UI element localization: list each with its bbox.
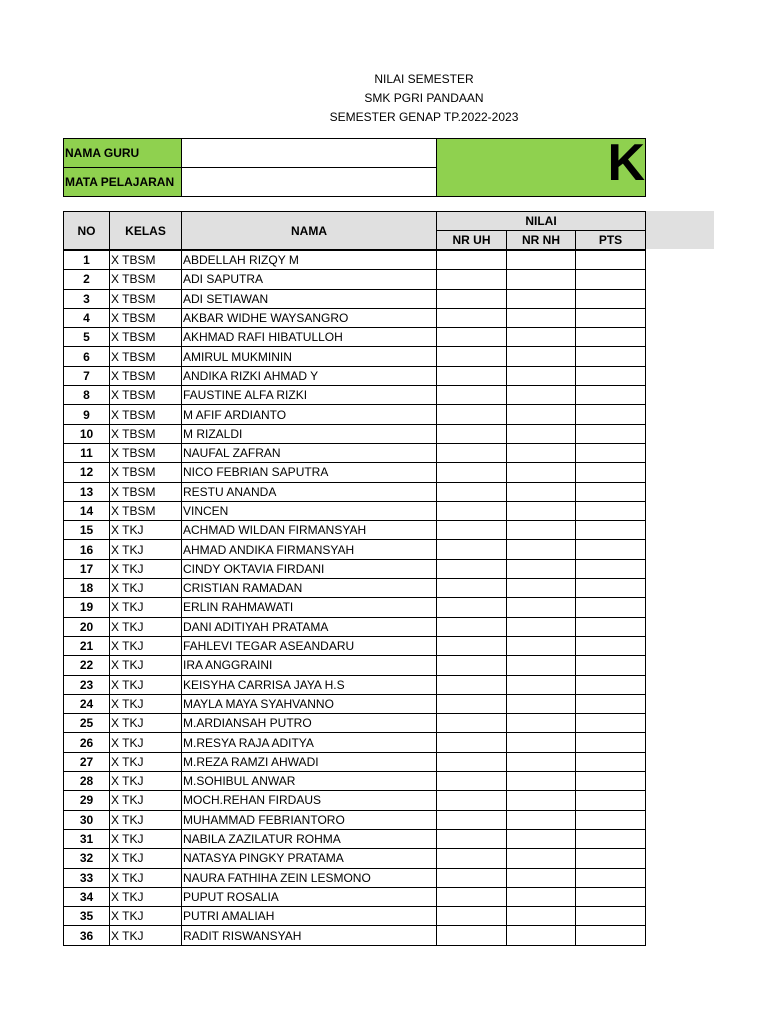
row-kelas: X TKJ (110, 540, 182, 559)
row-nama: M AFIF ARDIANTO (182, 405, 437, 424)
row-kelas: X TBSM (110, 501, 182, 520)
table-row (64, 675, 646, 694)
row-nama: M.ARDIANSAH PUTRO (182, 714, 437, 733)
score-nr-nh-cell[interactable] (507, 656, 576, 675)
row-no: 3 (64, 289, 110, 308)
score-nr-uh-cell[interactable] (437, 617, 507, 636)
table-row (64, 887, 646, 906)
score-pts-cell[interactable] (576, 733, 646, 752)
table-row (64, 521, 646, 540)
score-nr-uh-cell[interactable] (437, 405, 507, 424)
score-pts-cell[interactable] (576, 887, 646, 906)
score-nr-nh-cell[interactable] (507, 907, 576, 926)
score-nr-nh-cell[interactable] (507, 849, 576, 868)
row-no: 31 (64, 829, 110, 848)
col-header-no: NO (64, 212, 110, 251)
table-row (64, 347, 646, 366)
score-nr-nh-cell[interactable] (507, 328, 576, 347)
row-no: 4 (64, 308, 110, 327)
row-nama: NICO FEBRIAN SAPUTRA (182, 463, 437, 482)
table-row (64, 598, 646, 617)
row-nama: DANI ADITIYAH PRATAMA (182, 617, 437, 636)
row-kelas: X TBSM (110, 386, 182, 405)
score-pts-cell[interactable] (576, 675, 646, 694)
row-nama: NATASYA PINGKY PRATAMA (182, 849, 437, 868)
score-nr-nh-cell[interactable] (507, 289, 576, 308)
row-no: 15 (64, 521, 110, 540)
table-row (64, 559, 646, 578)
score-nr-nh-cell[interactable] (507, 675, 576, 694)
row-kelas: X TBSM (110, 289, 182, 308)
row-no: 21 (64, 636, 110, 655)
table-row (64, 772, 646, 791)
row-kelas: X TKJ (110, 772, 182, 791)
table-row (64, 443, 646, 462)
table-row (64, 366, 646, 385)
table-row (64, 733, 646, 752)
row-kelas: X TKJ (110, 752, 182, 771)
score-pts-cell[interactable] (576, 347, 646, 366)
table-row (64, 328, 646, 347)
row-no: 18 (64, 579, 110, 598)
row-no: 17 (64, 559, 110, 578)
row-no: 2 (64, 270, 110, 289)
score-pts-cell[interactable] (576, 907, 646, 926)
row-nama: M RIZALDI (182, 424, 437, 443)
score-pts-cell[interactable] (576, 926, 646, 945)
score-nr-uh-cell[interactable] (437, 386, 507, 405)
row-nama: ACHMAD WILDAN FIRMANSYAH (182, 521, 437, 540)
row-nama: AMIRUL MUKMININ (182, 347, 437, 366)
row-kelas: X TBSM (110, 424, 182, 443)
row-nama: IRA ANGGRAINI (182, 656, 437, 675)
score-nr-uh-cell[interactable] (437, 270, 507, 289)
row-kelas: X TBSM (110, 250, 182, 270)
table-row (64, 308, 646, 327)
score-nr-uh-cell[interactable] (437, 926, 507, 945)
row-nama: RESTU ANANDA (182, 482, 437, 501)
score-nr-uh-cell[interactable] (437, 521, 507, 540)
nama-guru-label: NAMA GURU (64, 139, 182, 168)
score-pts-cell[interactable] (576, 636, 646, 655)
row-kelas: X TKJ (110, 887, 182, 906)
mata-pelajaran-label: MATA PELAJARAN (64, 168, 182, 197)
score-nr-uh-cell[interactable] (437, 907, 507, 926)
table-row (64, 868, 646, 887)
col-header-nilai: NILAI (437, 212, 646, 231)
score-pts-cell[interactable] (576, 289, 646, 308)
score-pts-cell[interactable] (576, 791, 646, 810)
score-nr-nh-cell[interactable] (507, 347, 576, 366)
row-no: 36 (64, 926, 110, 945)
row-no: 6 (64, 347, 110, 366)
score-nr-nh-cell[interactable] (507, 598, 576, 617)
title-line-2: SMK PGRI PANDAAN (364, 91, 484, 105)
score-nr-nh-cell[interactable] (507, 868, 576, 887)
row-nama: FAHLEVI TEGAR ASEANDARU (182, 636, 437, 655)
row-kelas: X TKJ (110, 656, 182, 675)
score-nr-uh-cell[interactable] (437, 328, 507, 347)
score-pts-cell[interactable] (576, 270, 646, 289)
row-nama: AKHMAD RAFI HIBATULLOH (182, 328, 437, 347)
score-nr-nh-cell[interactable] (507, 694, 576, 713)
score-nr-nh-cell[interactable] (507, 772, 576, 791)
score-nr-nh-cell[interactable] (507, 926, 576, 945)
row-nama: M.SOHIBUL ANWAR (182, 772, 437, 791)
row-nama: VINCEN (182, 501, 437, 520)
row-no: 14 (64, 501, 110, 520)
score-nr-nh-cell[interactable] (507, 810, 576, 829)
row-kelas: X TBSM (110, 443, 182, 462)
score-nr-uh-cell[interactable] (437, 501, 507, 520)
row-nama: MAYLA MAYA SYAHVANNO (182, 694, 437, 713)
score-pts-cell[interactable] (576, 849, 646, 868)
row-nama: ADI SAPUTRA (182, 270, 437, 289)
score-nr-uh-cell[interactable] (437, 829, 507, 848)
score-nr-nh-cell[interactable] (507, 521, 576, 540)
score-nr-uh-cell[interactable] (437, 868, 507, 887)
score-pts-cell[interactable] (576, 598, 646, 617)
row-nama: ABDELLAH RIZQY M (182, 250, 437, 270)
document-header (0, 70, 768, 127)
table-row (64, 289, 646, 308)
score-nr-uh-cell[interactable] (437, 598, 507, 617)
score-nr-nh-cell[interactable] (507, 636, 576, 655)
row-kelas: X TBSM (110, 366, 182, 385)
score-pts-cell[interactable] (576, 501, 646, 520)
score-nr-uh-cell[interactable] (437, 636, 507, 655)
row-no: 27 (64, 752, 110, 771)
row-kelas: X TBSM (110, 347, 182, 366)
row-no: 8 (64, 386, 110, 405)
col-header-nr-nh: NR NH (507, 231, 576, 251)
col-header-nama: NAMA (182, 212, 437, 251)
row-kelas: X TKJ (110, 579, 182, 598)
score-nr-nh-cell[interactable] (507, 617, 576, 636)
score-nr-nh-cell[interactable] (507, 752, 576, 771)
row-nama: NAUFAL ZAFRAN (182, 443, 437, 462)
row-kelas: X TKJ (110, 598, 182, 617)
row-nama: AKBAR WIDHE WAYSANGRO (182, 308, 437, 327)
table-row (64, 424, 646, 443)
title-line-1: NILAI SEMESTER (374, 72, 474, 86)
row-kelas: X TKJ (110, 810, 182, 829)
score-nr-uh-cell[interactable] (437, 733, 507, 752)
table-row (64, 907, 646, 926)
table-row (64, 540, 646, 559)
row-no: 26 (64, 733, 110, 752)
table-row (64, 636, 646, 655)
table-row (64, 714, 646, 733)
row-no: 1 (64, 250, 110, 270)
score-nr-nh-cell[interactable] (507, 366, 576, 385)
table-row (64, 463, 646, 482)
score-pts-cell[interactable] (576, 694, 646, 713)
score-nr-nh-cell[interactable] (507, 482, 576, 501)
row-no: 34 (64, 887, 110, 906)
row-no: 24 (64, 694, 110, 713)
table-row (64, 849, 646, 868)
row-kelas: X TBSM (110, 482, 182, 501)
score-nr-nh-cell[interactable] (507, 887, 576, 906)
score-pts-cell[interactable] (576, 772, 646, 791)
header-overflow-band (646, 211, 714, 249)
row-no: 12 (64, 463, 110, 482)
score-pts-cell[interactable] (576, 443, 646, 462)
row-nama: ANDIKA RIZKI AHMAD Y (182, 366, 437, 385)
score-nr-uh-cell[interactable] (437, 250, 507, 270)
score-nr-uh-cell[interactable] (437, 772, 507, 791)
row-kelas: X TKJ (110, 849, 182, 868)
score-nr-uh-cell[interactable] (437, 810, 507, 829)
row-kelas: X TKJ (110, 559, 182, 578)
score-nr-uh-cell[interactable] (437, 791, 507, 810)
row-no: 23 (64, 675, 110, 694)
row-kelas: X TKJ (110, 907, 182, 926)
score-nr-nh-cell[interactable] (507, 714, 576, 733)
score-pts-cell[interactable] (576, 752, 646, 771)
score-nr-nh-cell[interactable] (507, 791, 576, 810)
score-nr-nh-cell[interactable] (507, 829, 576, 848)
row-no: 32 (64, 849, 110, 868)
row-kelas: X TKJ (110, 733, 182, 752)
row-no: 10 (64, 424, 110, 443)
row-kelas: X TKJ (110, 675, 182, 694)
row-nama: NABILA ZAZILATUR ROHMA (182, 829, 437, 848)
row-no: 20 (64, 617, 110, 636)
table-row (64, 617, 646, 636)
score-nr-uh-cell[interactable] (437, 694, 507, 713)
score-pts-cell[interactable] (576, 250, 646, 270)
score-pts-cell[interactable] (576, 308, 646, 327)
teacher-info-table (63, 138, 646, 197)
table-row (64, 829, 646, 848)
col-header-pts: PTS (576, 231, 646, 251)
row-nama: RADIT RISWANSYAH (182, 926, 437, 945)
row-no: 16 (64, 540, 110, 559)
row-nama: MOCH.REHAN FIRDAUS (182, 791, 437, 810)
row-no: 29 (64, 791, 110, 810)
row-nama: ADI SETIAWAN (182, 289, 437, 308)
nama-guru-field[interactable] (182, 139, 437, 168)
score-pts-cell[interactable] (576, 810, 646, 829)
row-kelas: X TKJ (110, 617, 182, 636)
score-pts-cell[interactable] (576, 617, 646, 636)
row-nama: M.RESYA RAJA ADITYA (182, 733, 437, 752)
row-kelas: X TKJ (110, 694, 182, 713)
row-kelas: X TKJ (110, 926, 182, 945)
table-row (64, 810, 646, 829)
row-nama: FAUSTINE ALFA RIZKI (182, 386, 437, 405)
score-nr-nh-cell[interactable] (507, 424, 576, 443)
row-no: 33 (64, 868, 110, 887)
score-pts-cell[interactable] (576, 540, 646, 559)
score-pts-cell[interactable] (576, 559, 646, 578)
class-letter-cell (437, 139, 646, 197)
row-kelas: X TKJ (110, 714, 182, 733)
score-pts-cell[interactable] (576, 424, 646, 443)
table-row (64, 579, 646, 598)
row-kelas: X TBSM (110, 328, 182, 347)
row-no: 30 (64, 810, 110, 829)
score-nr-nh-cell[interactable] (507, 559, 576, 578)
score-pts-cell[interactable] (576, 328, 646, 347)
row-no: 28 (64, 772, 110, 791)
score-nr-uh-cell[interactable] (437, 424, 507, 443)
row-no: 35 (64, 907, 110, 926)
table-row (64, 656, 646, 675)
mata-pelajaran-field[interactable] (182, 168, 437, 197)
score-pts-cell[interactable] (576, 829, 646, 848)
table-row (64, 405, 646, 424)
title-line-3: SEMESTER GENAP TP.2022-2023 (329, 110, 519, 124)
table-row (64, 270, 646, 289)
row-no: 19 (64, 598, 110, 617)
score-nr-uh-cell[interactable] (437, 443, 507, 462)
score-nr-nh-cell[interactable] (507, 443, 576, 462)
score-nr-uh-cell[interactable] (437, 675, 507, 694)
score-nr-uh-cell[interactable] (437, 289, 507, 308)
score-pts-cell[interactable] (576, 463, 646, 482)
score-nr-uh-cell[interactable] (437, 540, 507, 559)
row-nama: M.REZA RAMZI AHWADI (182, 752, 437, 771)
score-nr-nh-cell[interactable] (507, 733, 576, 752)
score-pts-cell[interactable] (576, 482, 646, 501)
score-nr-uh-cell[interactable] (437, 714, 507, 733)
row-nama: AHMAD ANDIKA FIRMANSYAH (182, 540, 437, 559)
score-pts-cell[interactable] (576, 366, 646, 385)
row-no: 9 (64, 405, 110, 424)
score-pts-cell[interactable] (576, 579, 646, 598)
row-kelas: X TBSM (110, 405, 182, 424)
row-no: 5 (64, 328, 110, 347)
row-no: 22 (64, 656, 110, 675)
score-nr-uh-cell[interactable] (437, 656, 507, 675)
row-no: 11 (64, 443, 110, 462)
score-nr-uh-cell[interactable] (437, 849, 507, 868)
row-kelas: X TKJ (110, 868, 182, 887)
score-nr-uh-cell[interactable] (437, 347, 507, 366)
score-nr-nh-cell[interactable] (507, 463, 576, 482)
score-nr-uh-cell[interactable] (437, 559, 507, 578)
row-nama: KEISYHA CARRISA JAYA H.S (182, 675, 437, 694)
score-pts-cell[interactable] (576, 386, 646, 405)
score-nr-uh-cell[interactable] (437, 482, 507, 501)
row-kelas: X TBSM (110, 270, 182, 289)
row-kelas: X TBSM (110, 308, 182, 327)
score-nr-nh-cell[interactable] (507, 250, 576, 270)
table-row (64, 250, 646, 270)
score-pts-cell[interactable] (576, 714, 646, 733)
score-pts-cell[interactable] (576, 656, 646, 675)
score-nr-uh-cell[interactable] (437, 308, 507, 327)
score-nr-nh-cell[interactable] (507, 386, 576, 405)
score-pts-cell[interactable] (576, 521, 646, 540)
score-pts-cell[interactable] (576, 868, 646, 887)
table-row (64, 482, 646, 501)
row-nama: PUPUT ROSALIA (182, 887, 437, 906)
row-nama: NAURA FATHIHA ZEIN LESMONO (182, 868, 437, 887)
row-nama: MUHAMMAD FEBRIANTORO (182, 810, 437, 829)
score-nr-nh-cell[interactable] (507, 270, 576, 289)
grades-table (63, 211, 646, 946)
row-kelas: X TKJ (110, 791, 182, 810)
score-nr-uh-cell[interactable] (437, 752, 507, 771)
table-row (64, 501, 646, 520)
table-row (64, 791, 646, 810)
col-header-nr-uh: NR UH (437, 231, 507, 251)
row-nama: PUTRI AMALIAH (182, 907, 437, 926)
table-row (64, 752, 646, 771)
col-header-kelas: KELAS (110, 212, 182, 251)
row-no: 13 (64, 482, 110, 501)
score-nr-nh-cell[interactable] (507, 501, 576, 520)
score-pts-cell[interactable] (576, 405, 646, 424)
score-nr-uh-cell[interactable] (437, 366, 507, 385)
row-no: 25 (64, 714, 110, 733)
score-nr-nh-cell[interactable] (507, 308, 576, 327)
row-nama: CRISTIAN RAMADAN (182, 579, 437, 598)
row-nama: ERLIN RAHMAWATI (182, 598, 437, 617)
table-row (64, 926, 646, 945)
score-nr-uh-cell[interactable] (437, 463, 507, 482)
row-kelas: X TKJ (110, 521, 182, 540)
row-kelas: X TBSM (110, 463, 182, 482)
student-rows (64, 250, 646, 945)
row-kelas: X TKJ (110, 829, 182, 848)
row-nama: CINDY OKTAVIA FIRDANI (182, 559, 437, 578)
score-nr-uh-cell[interactable] (437, 887, 507, 906)
score-nr-nh-cell[interactable] (507, 540, 576, 559)
class-letter: K (607, 138, 645, 192)
score-nr-uh-cell[interactable] (437, 579, 507, 598)
row-no: 7 (64, 366, 110, 385)
row-kelas: X TKJ (110, 636, 182, 655)
table-row (64, 694, 646, 713)
score-nr-nh-cell[interactable] (507, 579, 576, 598)
table-row (64, 386, 646, 405)
score-nr-nh-cell[interactable] (507, 405, 576, 424)
